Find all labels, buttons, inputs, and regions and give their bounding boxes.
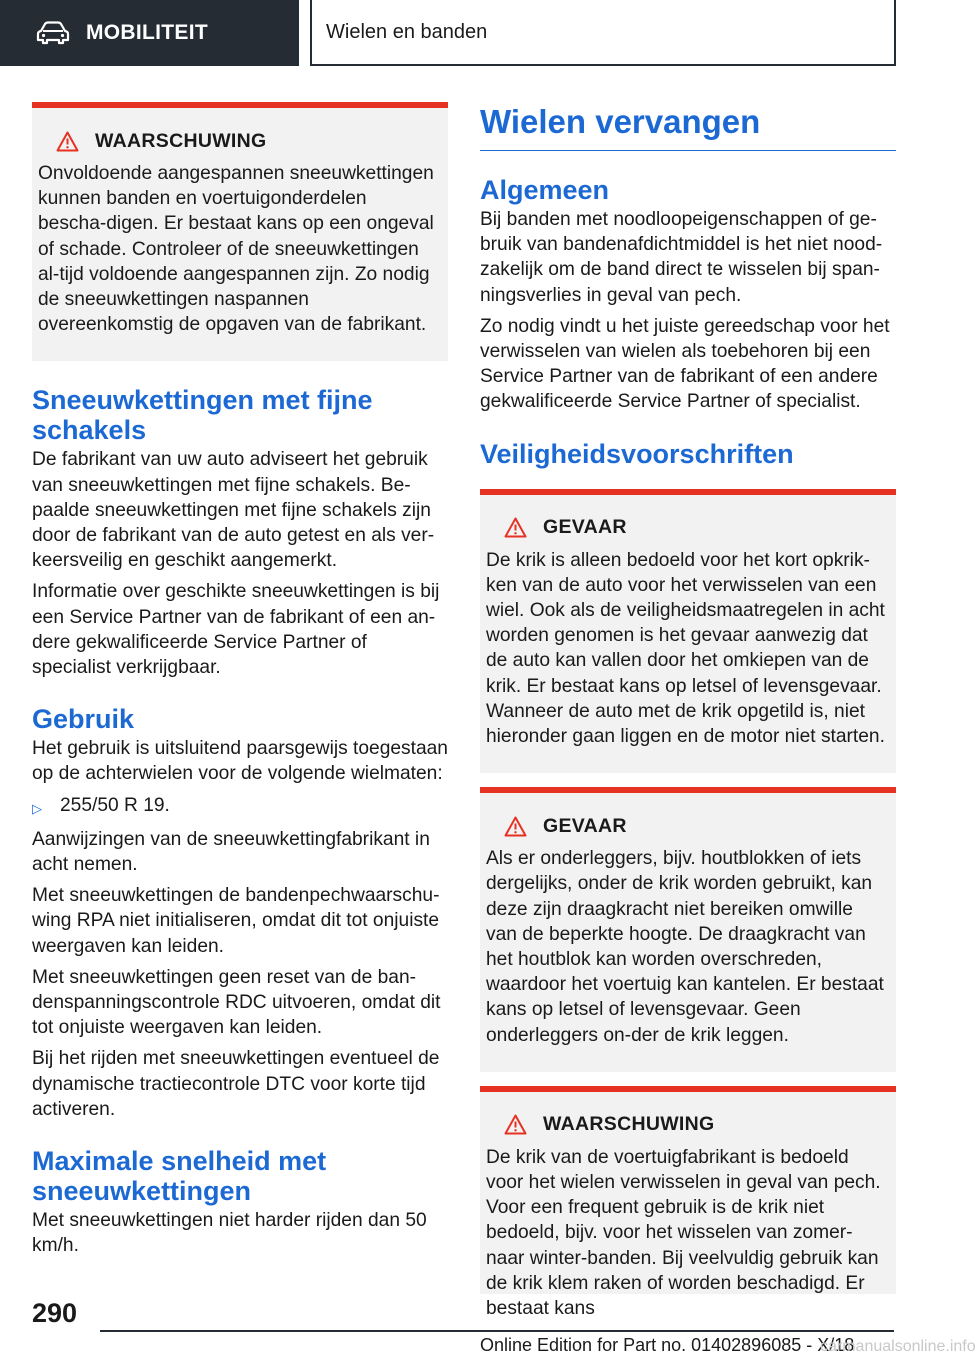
warning-triangle-icon (504, 1114, 527, 1135)
warning-box-title (56, 126, 438, 156)
list-item (32, 793, 448, 821)
page-header (0, 0, 960, 66)
bullet-triangle-icon: ▷ (32, 800, 42, 816)
warning-text: De krik van de voertuigfabrikant is bedoeld voor het wielen verwisselen in geval van pech. Voor een frequent gebruik is de krik niet bedoeld, bijv. voor het wisselen van zomer- naar winter-banden. Bij veelvuldig gebruik kan de krik klem raken of worden beschadigd. Er bestaat kans (486, 1146, 881, 1320)
heading-usage: Gebruik (32, 704, 135, 735)
paragraph: Met sneeuwkettingen niet harder rijden dan 50 km/h. (32, 1210, 427, 1257)
danger-text: De krik is alleen bedoeld voor het kort opkrik-ken van de auto voor het verwisselen van een wiel. Ook als de veiligheidsmaatregelen in acht worden genomen is het gevaar aanwezig dat de auto kan vallen door het omkiepen van de krik. Er bestaat kans op letsel of levensgevaar. Wanneer de auto met de krik opgetild is, niet hieronder gaan liggen en de motor niet starten. (486, 549, 885, 748)
left-column (32, 102, 448, 1265)
heading-safety: Veiligheidsvoorschriften (480, 438, 794, 469)
right-column (480, 102, 896, 1320)
warning-triangle-icon (504, 517, 527, 538)
page-title: Wielen vervangen (480, 102, 896, 151)
car-icon (36, 21, 70, 45)
paragraph: Zo nodig vindt u het juiste gereedschap voor het verwisselen van wielen als toebehoren bij een Service Partner van de fabrikant of een andere gekwalificeerde Service Partner of specialist. (480, 315, 890, 413)
warning-text: Onvoldoende aangespannen sneeuwkettingen kunnen banden en voertuigonderdelen bescha-digen. Er bestaat kans op een ongeval of schade. Controleer of de sneeuwkettingen al-tijd voldoende aangespannen zijn. Zo nodig de sneeuwkettingen naspannen overeenkomstig de opgaven van de fabrikant. (38, 163, 434, 336)
paragraph: De fabrikant van uw auto adviseert het gebruik van sneeuwkettingen met fijne schakels. Be-paalde sneeuwkettingen met fijne schakels zijn door de fabrikant van de auto getest en als ver-keersveilig en geschikt aangemerkt. (32, 449, 435, 572)
warning-label: WAARSCHUWING (543, 1113, 715, 1136)
section-tab[interactable] (0, 0, 299, 66)
danger-label: GEVAAR (543, 814, 627, 837)
heading-max-speed: Maximale snelheid met sneeuwkettingen (32, 1146, 327, 1207)
danger-label: GEVAAR (543, 516, 627, 539)
warning-box-title (504, 1110, 886, 1140)
list-item-text: 255/50 R 19. (60, 794, 170, 816)
page-number: 290 (32, 1298, 78, 1328)
paragraph: Met sneeuwkettingen de bandenpechwaarschu-wing RPA niet initialiseren, omdat dit tot onjuiste weergaven kan leiden. (32, 885, 440, 957)
warning-triangle-icon (56, 131, 79, 152)
danger-text: Als er onderleggers, bijv. houtblokken of iets dergelijks, onder de krik worden gebruikt, kan deze zijn draagkracht niet bereiken omwille van de beperkte hoogte. De draagkracht van het houtblok kan worden overschreden, waardoor het voertuig kan kantelen. Er bestaat kans op letsel of levensgevaar. Geen onderleggers on-der de krik leggen. (486, 848, 884, 1046)
paragraph: Informatie over geschikte sneeuwkettingen is bij een Service Partner van de fabrikant of een an-dere gekwalificeerde Service Partner of specialist verkrijgbaar. (32, 581, 440, 679)
danger-box-title (504, 513, 886, 543)
paragraph: Het gebruik is uitsluitend paarsgewijs toegestaan op de achterwielen voor de volgende wielmaten: (32, 738, 448, 785)
footer-divider (100, 1330, 894, 1332)
heading-fine-links: Sneeuwkettingen met fijne schakels (32, 385, 373, 446)
warning-triangle-icon (504, 816, 527, 837)
warning-box (480, 1086, 896, 1320)
breadcrumb: Wielen en banden (310, 0, 896, 66)
paragraph: Bij banden met noodloopeigenschappen of ge-bruik van bandenafdichtmiddel is het niet nood-zakelijk om de band direct te wisselen bij span-ningsverlies in geval van pech. (480, 209, 883, 306)
paragraph: Aanwijzingen van de sneeuwkettingfabrikant in acht nemen. (32, 828, 430, 876)
watermark: carmanualsonline.info (820, 1338, 976, 1355)
paragraph: Met sneeuwkettingen geen reset van de ban-denspanningscontrole RDC uitvoeren, omdat dit tot onjuiste weergaven kan leiden. (32, 966, 441, 1039)
section-tab-label: MOBILITEIT (86, 21, 208, 44)
danger-box-title (504, 811, 886, 841)
warning-box (32, 102, 448, 361)
heading-general: Algemeen (480, 175, 610, 205)
edition-note: Online Edition for Part no. 01402896085 - X/18 (480, 1335, 855, 1355)
danger-box (480, 787, 896, 1072)
warning-label: WAARSCHUWING (95, 129, 267, 152)
paragraph: Bij het rijden met sneeuwkettingen eventueel de dynamische tractiecontrole DTC voor korte tijd activeren. (32, 1048, 440, 1120)
danger-box (480, 489, 896, 774)
